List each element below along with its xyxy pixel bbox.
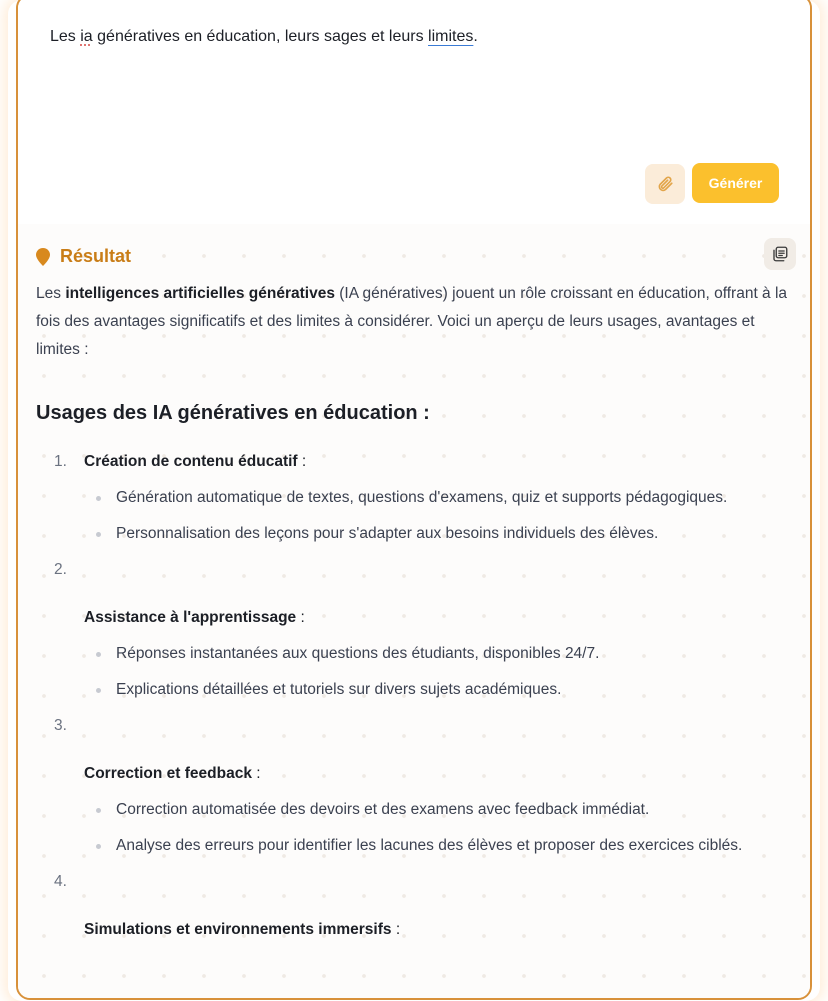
grammar-flag: limites xyxy=(428,28,474,45)
item-heading: Création de contenu éducatif : xyxy=(84,453,307,470)
result-header xyxy=(36,246,131,267)
intro-paragraph: Les intelligences artificielles génératives (IA génératives) jouent un rôle croissant en éducation, offrant à la fois des avantages significatifs et des limites à considérer. Voici un aperçu de leurs usages, avantages et limites : xyxy=(36,285,788,358)
bullet-item: Génération automatique de textes, questions d'examens, quiz et supports pédagogiques. xyxy=(96,484,796,512)
result-title: Résultat xyxy=(60,246,132,266)
list-number: 2. xyxy=(54,561,67,578)
bullet-item: Personnalisation des leçons pour s'adapter aux besoins individuels des élèves. xyxy=(96,520,796,548)
section-title: Usages des IA génératives en éducation : xyxy=(36,402,430,424)
copy-button[interactable] xyxy=(764,238,796,270)
list-item xyxy=(36,712,796,860)
bullet-list xyxy=(36,484,796,548)
bullet-item: Correction automatisée des devoirs et des examens avec feedback immédiat. xyxy=(96,796,796,824)
generate-button[interactable]: Générer xyxy=(692,163,779,203)
list-number: 1. xyxy=(54,453,67,470)
list-item xyxy=(36,448,796,548)
bullet-list xyxy=(36,796,796,860)
result-panel xyxy=(18,224,810,1000)
prompt-text[interactable]: Les ia génératives en éducation, leurs sages et leurs limites. xyxy=(50,28,478,45)
copy-icon xyxy=(771,245,789,263)
bullet-item: Explications détaillées et tutoriels sur divers sujets académiques. xyxy=(96,676,796,704)
list-item xyxy=(36,868,796,944)
prompt-input[interactable] xyxy=(18,0,810,224)
item-heading: Correction et feedback : xyxy=(84,765,261,782)
attach-button[interactable] xyxy=(645,164,685,204)
list-number: 3. xyxy=(54,717,67,734)
paperclip-icon xyxy=(656,175,674,193)
list-number: 4. xyxy=(54,873,67,890)
bullet-item: Analyse des erreurs pour identifier les lacunes des élèves et proposer des exercices ciblés. xyxy=(96,832,796,860)
bullet-list xyxy=(36,640,796,704)
list-item xyxy=(36,556,796,704)
location-pin-icon xyxy=(36,248,50,266)
bullet-item: Réponses instantanées aux questions des étudiants, disponibles 24/7. xyxy=(96,640,796,668)
spelling-flag: ia xyxy=(80,28,93,45)
item-heading: Simulations et environnements immersifs : xyxy=(84,921,401,938)
result-content xyxy=(36,280,796,944)
item-heading: Assistance à l'apprentissage : xyxy=(84,609,305,626)
generator-card xyxy=(16,0,812,1000)
